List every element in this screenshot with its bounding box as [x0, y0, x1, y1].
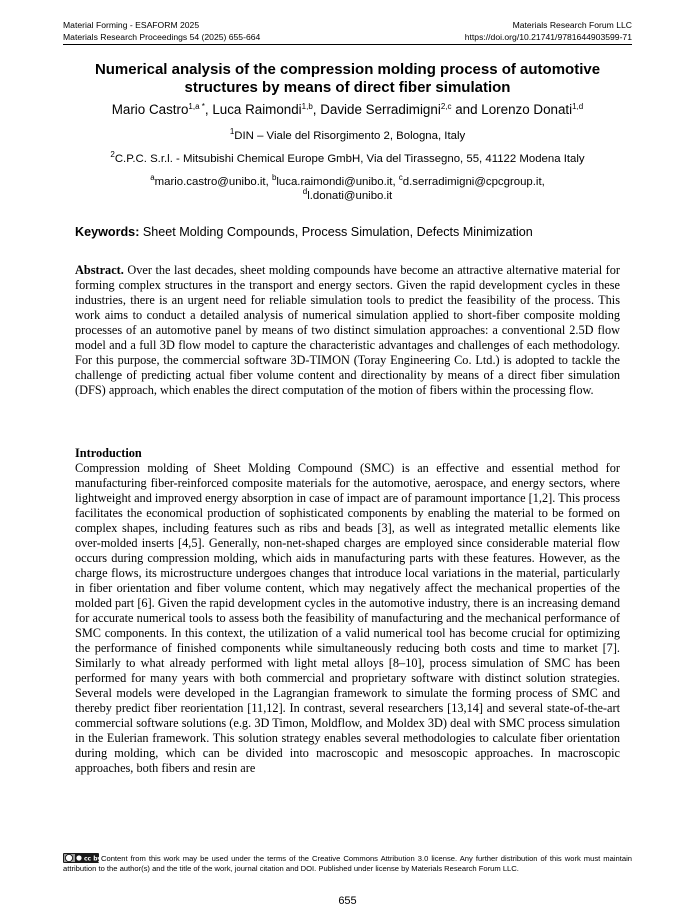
conference-name: Material Forming - ESAFORM 2025	[63, 20, 200, 30]
cc-by-license-icon[interactable]	[63, 853, 102, 863]
paper-title: Numerical analysis of the compression molding process of automotive structures by means of direct fiber simulation	[94, 61, 601, 96]
author-affiliation-mark: 1,b	[301, 102, 313, 111]
page-number: 655	[338, 895, 357, 907]
abstract-label: Abstract.	[75, 263, 124, 277]
author-conjunction: and	[451, 102, 482, 117]
section-heading-introduction: Introduction	[75, 446, 142, 460]
affiliation-mark: 2	[110, 150, 115, 159]
author-name: Lorenzo Donati	[481, 102, 573, 117]
abstract	[75, 263, 620, 398]
author-name: Davide Serradimigni	[320, 102, 441, 117]
running-header-top	[63, 20, 632, 31]
email-mark: b	[271, 173, 277, 182]
license-text: Content from this work may be used under the terms of the Creative Commons Attribution 3.0 license. Any further distribution of this work must maintain attribution to the author(s) and the title of the work, journal citation and DOI. Published under license by Materials Research Forum LLC.	[63, 854, 632, 873]
abstract-text: Over the last decades, sheet molding compounds have become an attractive alternative material for forming complex structures in the transport and energy sectors. Given the rapid development cycles in these industries, there is an urgent need for reliable simulation tools to predict the feasibility of the process. This work aims to conduct a detailed analysis of numerical simulation applied to short-fiber composite molding processes of an automotive panel by means of two distinct simulation approaches: a conventional 2.5D flow model and a full 3D flow model to capture the characteristic advantages and challenges of each methodology. For this purpose, the commercial software 3D-TIMON (Toray Engineering Co. Ltd.) is adopted to tackle the challenge of predicting actual fiber volume content and directionality by means of a direct fiber simulation (DFS) approach, which enables the direct computation of the motion of fibers within the processing flow.	[75, 263, 620, 397]
affiliation-mark: 1	[229, 127, 235, 136]
keywords-text: Sheet Molding Compounds, Process Simulation, Defects Minimization	[142, 225, 533, 239]
header-divider	[63, 44, 632, 45]
email-link[interactable]: d.serradimigni@cpcgroup.it	[402, 176, 542, 188]
author-affiliation-mark: 1,d	[572, 102, 584, 111]
keywords-label: Keywords:	[75, 225, 140, 239]
affiliation-1	[55, 129, 640, 143]
affiliation-text: DIN – Viale del Risorgimento 2, Bologna, Italy	[234, 130, 466, 142]
author-separator: ,	[204, 102, 213, 117]
author-affiliation-mark: 1,a *	[188, 102, 205, 111]
affiliation-text: C.P.C. S.r.l. - Mitsubishi Chemical Europe GmbH, Via del Tirassegno, 55, 41122 Modena Italy	[114, 153, 585, 165]
author-affiliation-mark: 2,c	[440, 102, 452, 111]
author-separator: ,	[312, 102, 321, 117]
running-header-bottom	[63, 32, 632, 43]
license-badge-text: cc by	[84, 855, 102, 863]
introduction-text: Compression molding of Sheet Molding Compound (SMC) is an effective and essential method for manufacturing fiber-reinforced composite materials for the automotive, aerospace, and energy sectors, where lightweight and improved energy absorption in case of impact are of paramount importance [1,2]. This process facilitates the economical production of sophisticated components by enabling the material to be formed on complex shapes, including features such as ribs and beads [3], as well as integrated metallic elements like over-molded inserts [4,5]. Generally, non-net-shaped charges are employed since considerable material flow occurs during compression molding, which aids in manufacturing parts with these features. However, as the charge flows, its microstructure undergoes changes that introduce local variations in the material, particularly in fiber orientation and fiber volume content, which may negatively affect the mechanical properties of the molded part [6]. Given the rapid development cycles in the automotive industry, there is an increasing demand for accurate numerical tools to assess both the feasibility of manufacturing and the mechanical performance of SMC components. In this context, the utilization of a valid numerical tool has become crucial for optimizing the performance of finished components while simultaneously reducing both costs and time to market [7]. Similarly to what already performed with light metal alloys [8–10], process simulation of SMC has been performed for many years with both commercial and proprietary software with distinct solution strategies. Several models were developed in the Lagrangian framework to simulate the forming process of SMC and thereby predict fiber reorientation [11,12]. In contrast, several researchers [13,14] and several state-of-the-art commercial software solutions (e.g. 3D Timon, Moldflow, and Moldex 3D) deal with SMC process simulation in the Eulerian framework. This solution strategy enables several methodologies to calculate fiber orientation during molding, which can be divided into macroscopic and mesoscopic approaches. In macroscopic approaches, both fibers and resin are	[75, 461, 620, 775]
email-mark: d	[302, 187, 308, 196]
proceedings-citation: Materials Research Proceedings 54 (2025) 655-664	[63, 32, 261, 42]
publisher-name: Materials Research Forum LLC	[512, 20, 632, 30]
email-mark: a	[150, 173, 155, 182]
author-emails: $^a$mario.castro@unibo.it, $^b$luca.raimondi@unibo.it, $^c$d.serradimigni@cpcgroup.it, $^d$l.donati@unibo.it	[150, 173, 545, 202]
email-link[interactable]: mario.castro@unibo.it	[154, 176, 266, 188]
author-name: Mario Castro	[111, 102, 189, 117]
email-mark: c	[398, 173, 403, 182]
keywords	[75, 224, 640, 240]
license-footer	[63, 853, 632, 874]
affiliation-2	[55, 152, 640, 166]
author-list	[40, 101, 655, 118]
email-link[interactable]: luca.raimondi@unibo.it	[276, 176, 393, 188]
email-link[interactable]: l.donati@unibo.it	[307, 190, 393, 202]
doi-link[interactable]: https://doi.org/10.21741/9781644903599-71	[464, 32, 632, 42]
author-name: Luca Raimondi	[212, 102, 302, 117]
